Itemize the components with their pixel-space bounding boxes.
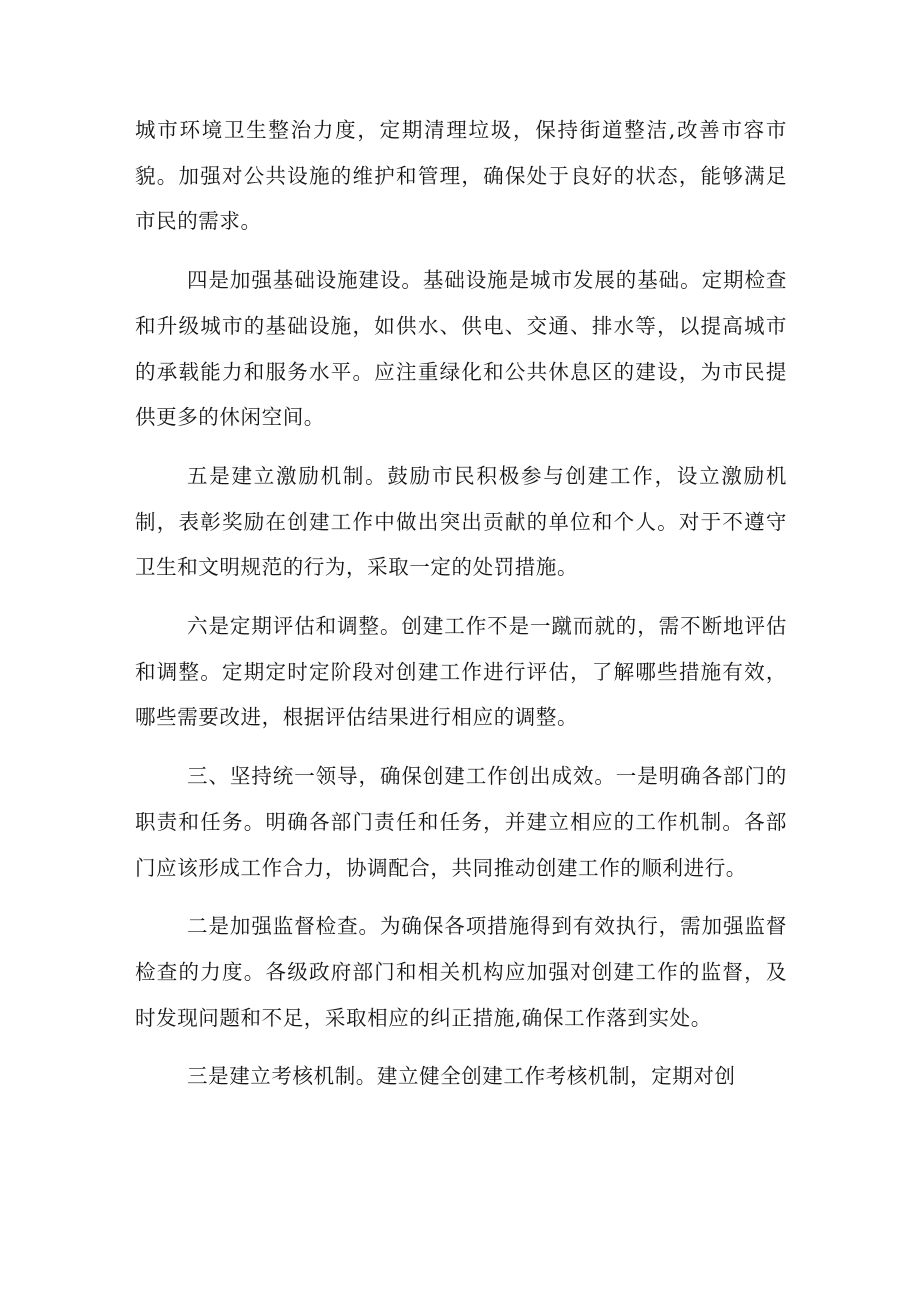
paragraph-5: 三、坚持统一领导，确保创建工作创出成效。一是明确各部门的职责和任务。明确各部门责任和任务，并建立相应的工作机制。各部门应该形成工作合力，协调配合，共同推动创建工作的顺利进行。 bbox=[135, 764, 787, 880]
paragraph-1: 城市环境卫生整治力度，定期清理垃圾，保持街道整洁,改善市容市貌。加强对公共设施的维护和管理，确保处于良好的状态，能够满足市民的需求。 bbox=[135, 118, 787, 234]
paragraph-3: 五是建立激励机制。鼓励市民积极参与创建工作，设立激励机制，表彰奖励在创建工作中做出突出贡献的单位和个人。对于不遵守卫生和文明规范的行为，采取一定的处罚措施。 bbox=[135, 463, 787, 580]
paragraph-2: 四是加强基础设施建设。基础设施是城市发展的基础。定期检查和升级城市的基础设施，如供水、供电、交通、排水等，以提高城市的承载能力和服务水平。应注重绿化和公共休息区的建设，为市民提供更多的休闲空间。 bbox=[135, 268, 787, 430]
paragraph-4: 六是定期评估和调整。创建工作不是一蹴而就的，需不断地评估和调整。定期定时定阶段对创建工作进行评估，了解哪些措施有效，哪些需要改进，根据评估结果进行相应的调整。 bbox=[135, 614, 787, 730]
document-body bbox=[135, 108, 787, 1113]
paragraph-7: 三是建立考核机制。建立健全创建工作考核机制，定期对创 bbox=[187, 1064, 736, 1089]
paragraph-6: 二是加强监督检查。为确保各项措施得到有效执行，需加强监督检查的力度。各级政府部门和相关机构应加强对创建工作的监督，及时发现问题和不足，采取相应的纠正措施,确保工作落到实处。 bbox=[135, 914, 787, 1030]
